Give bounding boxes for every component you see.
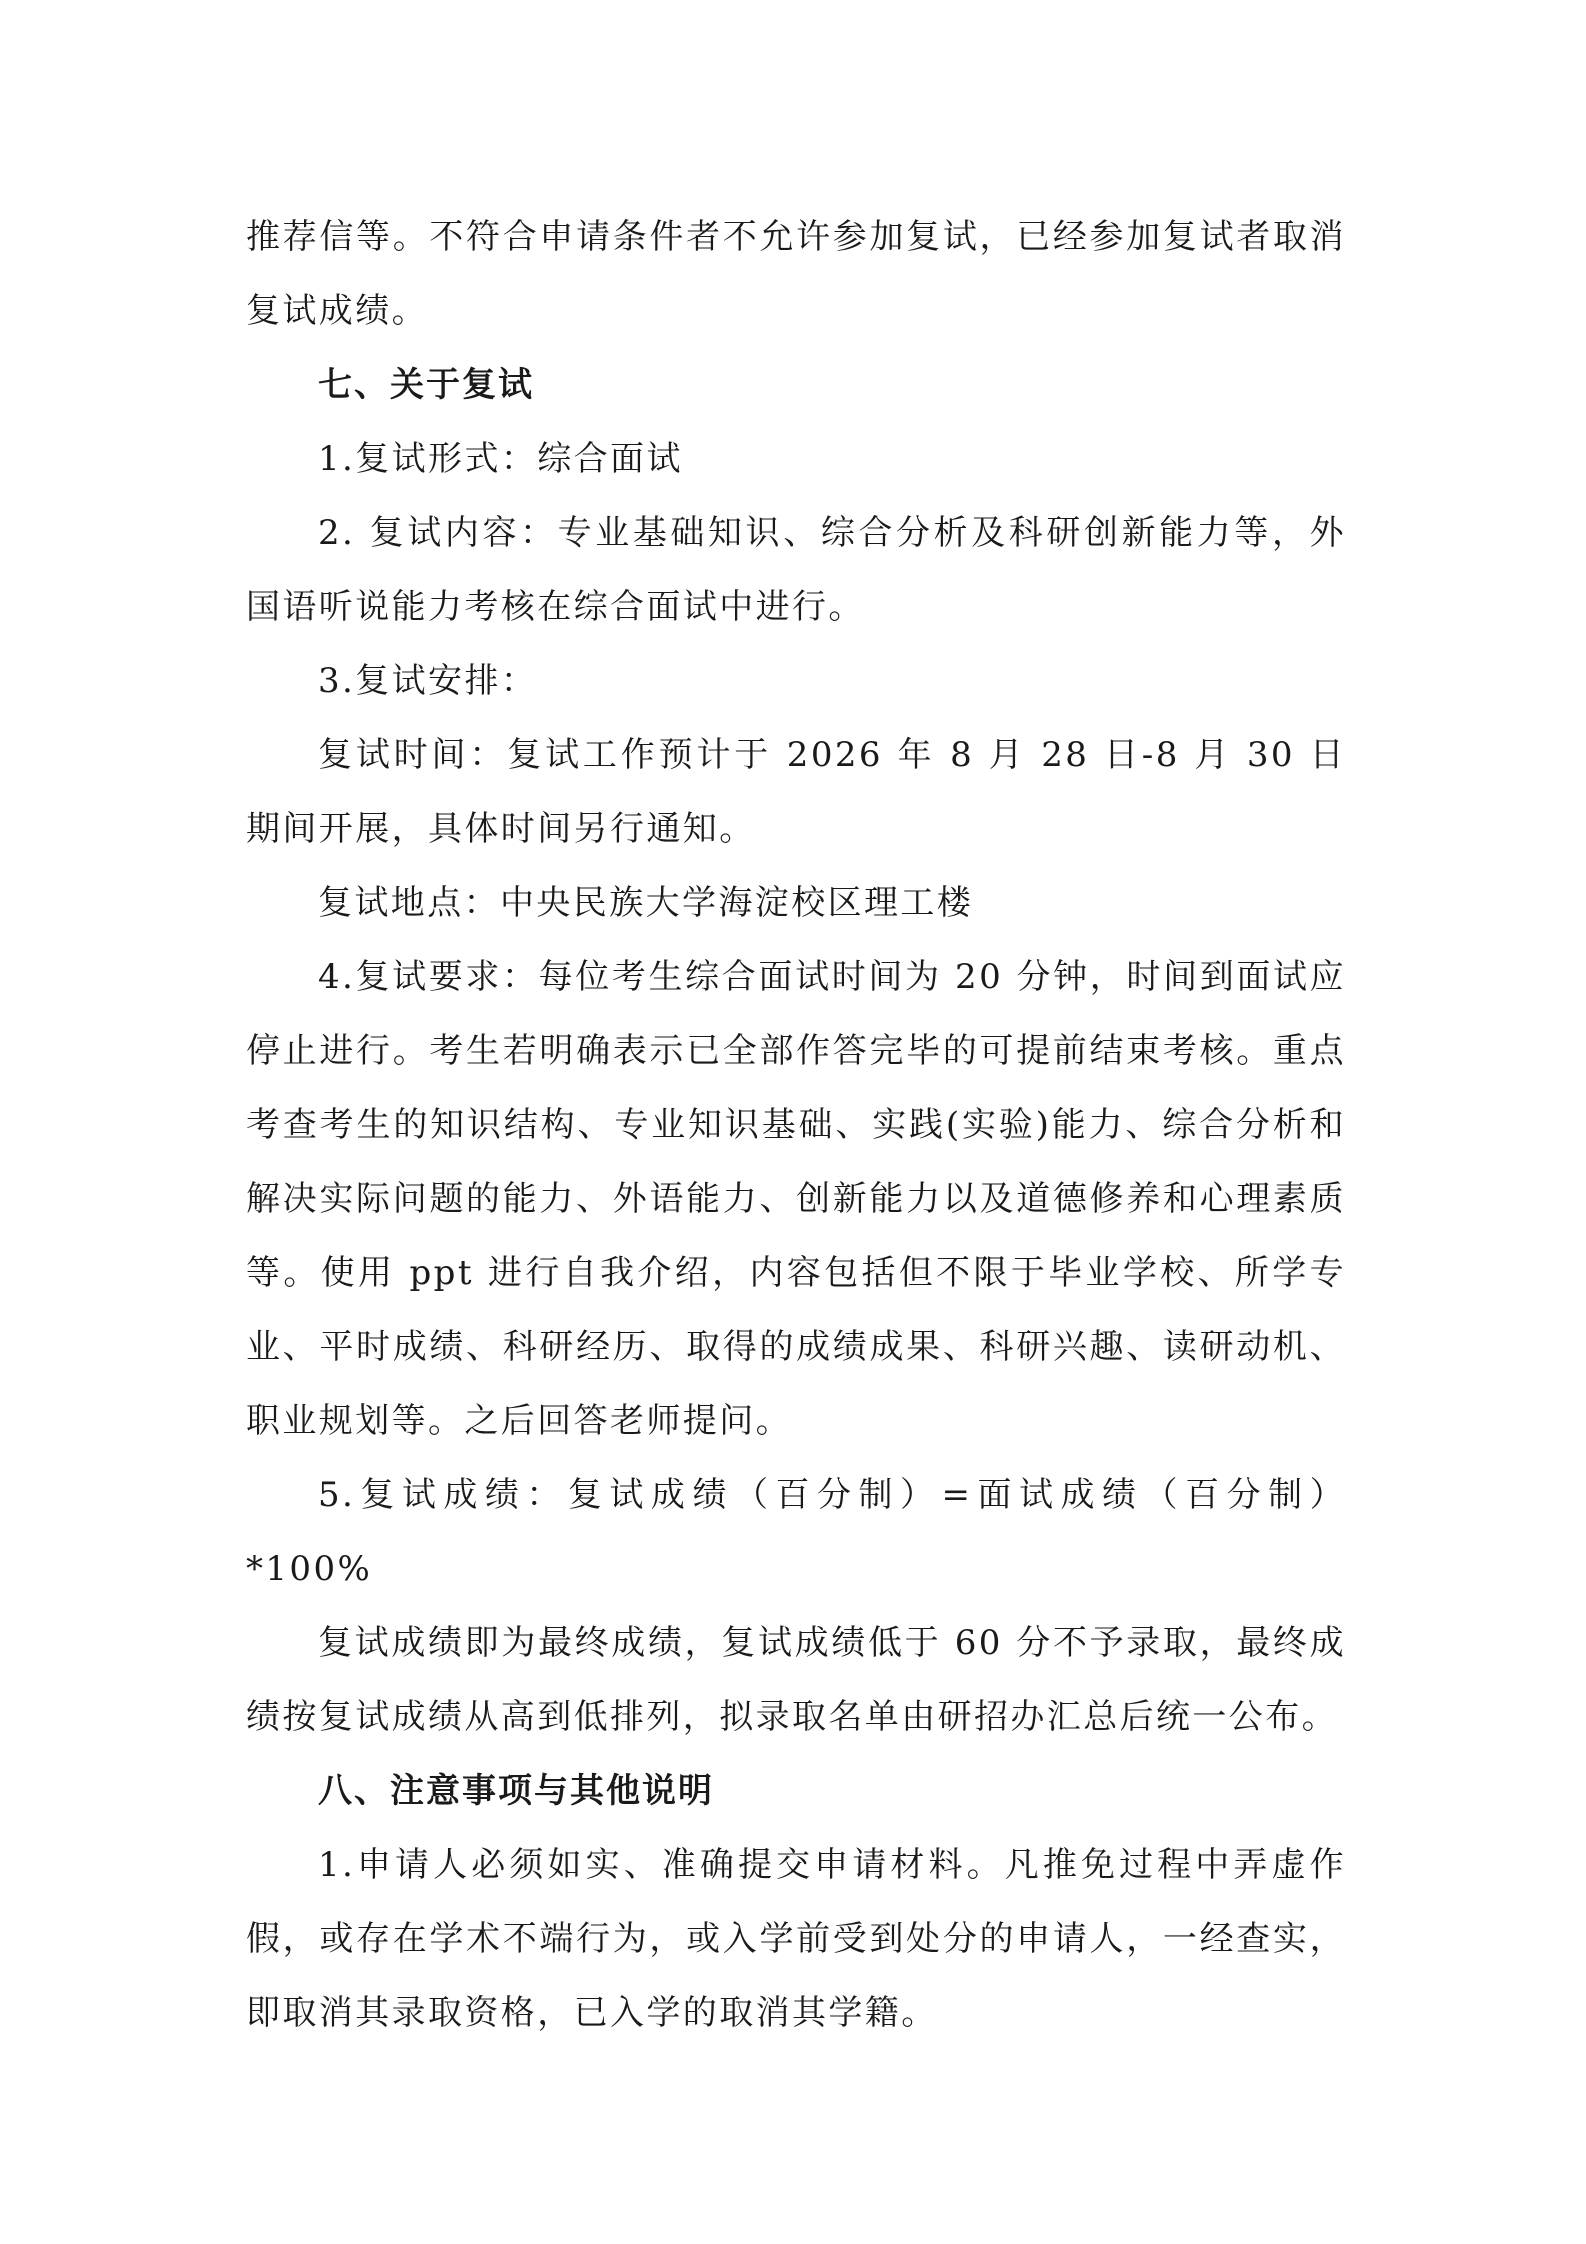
paragraph-retest-time: 复试时间：复试工作预计于 2026 年 8 月 28 日-8 月 30 日期间开展，具体时间另行通知。	[246, 735, 1346, 849]
paragraph-retest-location: 复试地点：中央民族大学海淀校区理工楼	[318, 883, 974, 923]
paragraph-honesty-requirement: 1.申请人必须如实、准确提交申请材料。凡推免过程中弄虚作假，或存在学术不端行为，或入学前受到处分的申请人，一经查实，即取消其录取资格，已入学的取消其学籍。	[246, 1845, 1346, 2033]
document-page	[246, 200, 1346, 2050]
paragraph-final-score: 复试成绩即为最终成绩，复试成绩低于 60 分不予录取，最终成绩按复试成绩从高到低排列，拟录取名单由研招办汇总后统一公布。	[246, 1623, 1346, 1737]
paragraph-retest-format: 1.复试形式：综合面试	[318, 439, 683, 479]
paragraph-conditions-continued: 推荐信等。不符合申请条件者不允许参加复试，已经参加复试者取消复试成绩。	[246, 217, 1346, 331]
paragraph-retest-arrangement: 3.复试安排：	[318, 661, 538, 701]
paragraph-retest-requirements: 4.复试要求：每位考生综合面试时间为 20 分钟，时间到面试应停止进行。考生若明确表示已全部作答完毕的可提前结束考核。重点考查考生的知识结构、专业知识基础、实践(实验)能力、综合分析和解决实际问题的能力、外语能力、创新能力以及道德修养和心理素质等。使用 ppt 进行自我介绍，内容包括但不限于毕业学校、所学专业、平时成绩、科研经历、取得的成绩成果、科研兴趣、读研动机、职业规划等。之后回答老师提问。	[246, 957, 1346, 1441]
section-heading-retest: 七、关于复试	[318, 365, 534, 405]
paragraph-retest-score: 5.复试成绩：复试成绩（百分制）=面试成绩（百分制）*100%	[246, 1475, 1346, 1589]
section-heading-notes: 八、注意事项与其他说明	[318, 1771, 714, 1811]
paragraph-retest-content: 2. 复试内容：专业基础知识、综合分析及科研创新能力等，外国语听说能力考核在综合面试中进行。	[246, 513, 1346, 627]
